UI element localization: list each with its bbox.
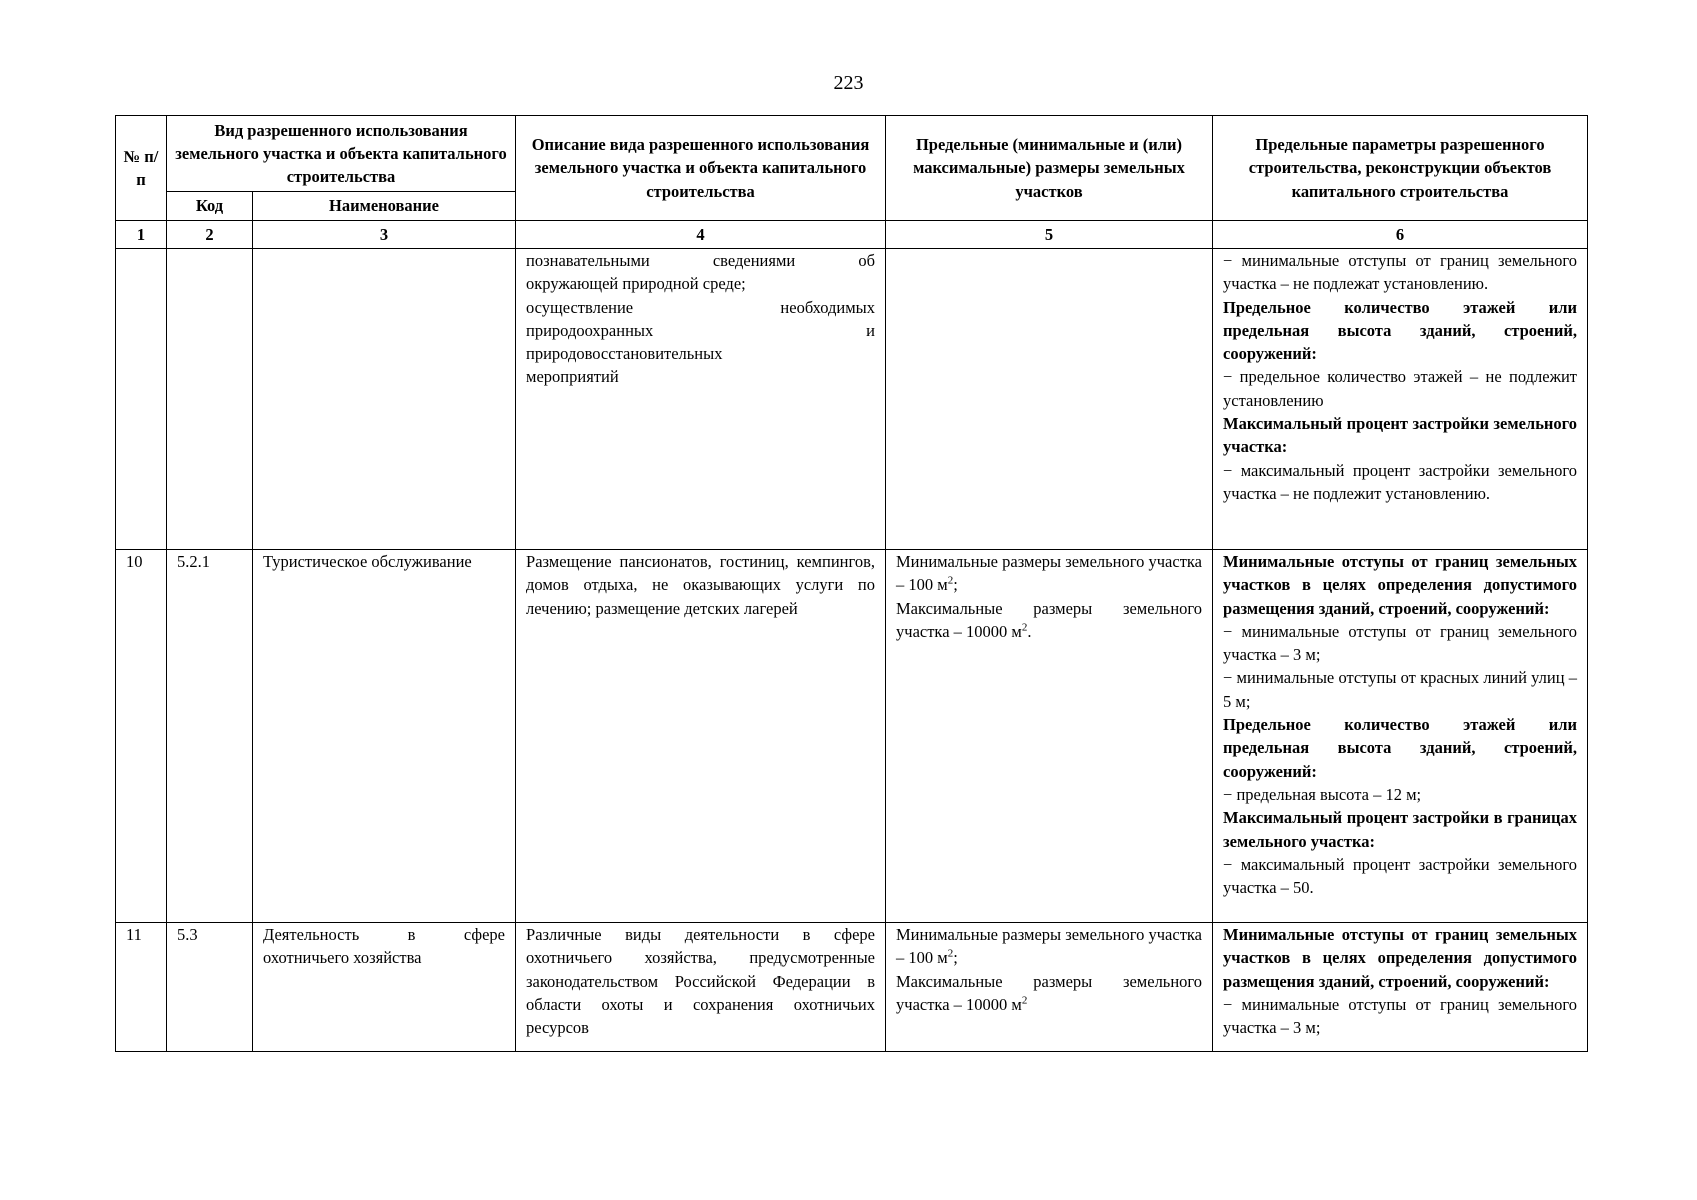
min-size: Минимальные размеры земельного участка – 100 $м^2$;	[896, 925, 1203, 968]
row-name	[253, 249, 516, 550]
row-number	[116, 249, 167, 550]
min-size: Минимальные размеры земельного участка – 100 $м^2$;	[896, 552, 1203, 595]
row-description: Размещение пансионатов, гостиниц, кемпингов, домов отдыха, не оказывающих услуги по лечению; размещение детских лагерей	[516, 550, 886, 923]
description-line: мероприятий	[526, 367, 619, 387]
description-line: познавательными сведениями об	[526, 251, 876, 270]
param-heading: Минимальные отступы от границ земельных участков в целях определения допустимого размещения зданий, строений, сооружений:	[1223, 552, 1578, 618]
param-text: − максимальный процент застройки земельного участка – не подлежит установлению.	[1223, 460, 1578, 503]
header-col-number: 2	[167, 221, 253, 249]
description-line: природовосстановительных	[526, 344, 723, 364]
param-text: − минимальные отступы от границ земельного участка – 3 м;	[1223, 621, 1578, 665]
param-text: − минимальные отступы от красных линий улиц – 5 м;	[1223, 668, 1578, 711]
header-sizes: Предельные (минимальные и (или) максимальные) размеры земельных участков	[886, 116, 1213, 221]
row-number: 11	[116, 923, 167, 1052]
row-code	[167, 249, 253, 550]
row-description	[516, 249, 886, 550]
header-col-number: 5	[886, 221, 1213, 249]
param-heading: Предельное количество этажей или предельная высота зданий, строений, сооружений:	[1223, 297, 1578, 364]
header-description: Описание вида разрешенного использования земельного участка и объекта капитального строительства	[516, 116, 886, 221]
row-params	[1213, 550, 1588, 923]
param-text: − предельная высота – 12 м;	[1223, 784, 1422, 804]
row-sizes	[886, 923, 1213, 1052]
param-text: − минимальные отступы от границ земельного участка – не подлежат установлению.	[1223, 251, 1578, 294]
param-heading: Минимальные отступы от границ земельных участков в целях определения допустимого размещения зданий, строений, сооружений:	[1223, 925, 1578, 991]
header-col-number: 1	[116, 221, 167, 249]
header-col-number: 6	[1213, 221, 1588, 249]
row-code: 5.3	[167, 923, 253, 1052]
page-number: 223	[833, 72, 864, 94]
table-row	[116, 249, 1588, 550]
param-text: − максимальный процент застройки земельного участка – 50.	[1223, 854, 1578, 898]
row-number: 10	[116, 550, 167, 923]
land-use-regulations-table	[115, 115, 1588, 1052]
table-row	[116, 550, 1588, 923]
param-text: − предельное количество этажей – не подлежит установлению	[1223, 367, 1578, 410]
row-params	[1213, 923, 1588, 1052]
max-size: Максимальные размеры земельного участка – 10000 $м^2$.	[896, 598, 1203, 641]
table-row	[116, 923, 1588, 1052]
header-params: Предельные параметры разрешенного строительства, реконструкции объектов капитального строительства	[1213, 116, 1588, 221]
header-col-number: 4	[516, 221, 886, 249]
param-text: − минимальные отступы от границ земельного участка – 3 м;	[1223, 994, 1578, 1038]
header-num: № п/п	[116, 116, 167, 221]
row-params	[1213, 249, 1588, 550]
header-col-number: 3	[253, 221, 516, 249]
row-sizes	[886, 249, 1213, 550]
max-size: Максимальные размеры земельного участка – 10000 $м^2$	[896, 971, 1203, 1014]
row-name: Туристическое обслуживание	[253, 550, 516, 923]
row-sizes	[886, 550, 1213, 923]
row-description: Различные виды деятельности в сфере охотничьего хозяйства, предусмотренные законодательством Российской Федерации в области охоты и сохранения охотничьих ресурсов	[516, 923, 886, 1052]
param-heading: Максимальный процент застройки в границах земельного участка:	[1223, 808, 1578, 851]
description-line: окружающей природной среде;	[526, 274, 746, 294]
header-code: Код	[167, 192, 253, 221]
description-line: природоохранных и	[526, 320, 876, 340]
row-name: Деятельность в сфере охотничьего хозяйства	[253, 923, 516, 1052]
param-heading: Предельное количество этажей или предельная высота зданий, строений, сооружений:	[1223, 715, 1578, 781]
row-code: 5.2.1	[167, 550, 253, 923]
param-heading: Максимальный процент застройки земельного участка:	[1223, 414, 1578, 457]
header-name: Наименование	[253, 192, 516, 221]
header-kind-group: Вид разрешенного использования земельного участка и объекта капитального строительства	[167, 116, 516, 192]
description-line: осуществление необходимых	[526, 297, 876, 317]
